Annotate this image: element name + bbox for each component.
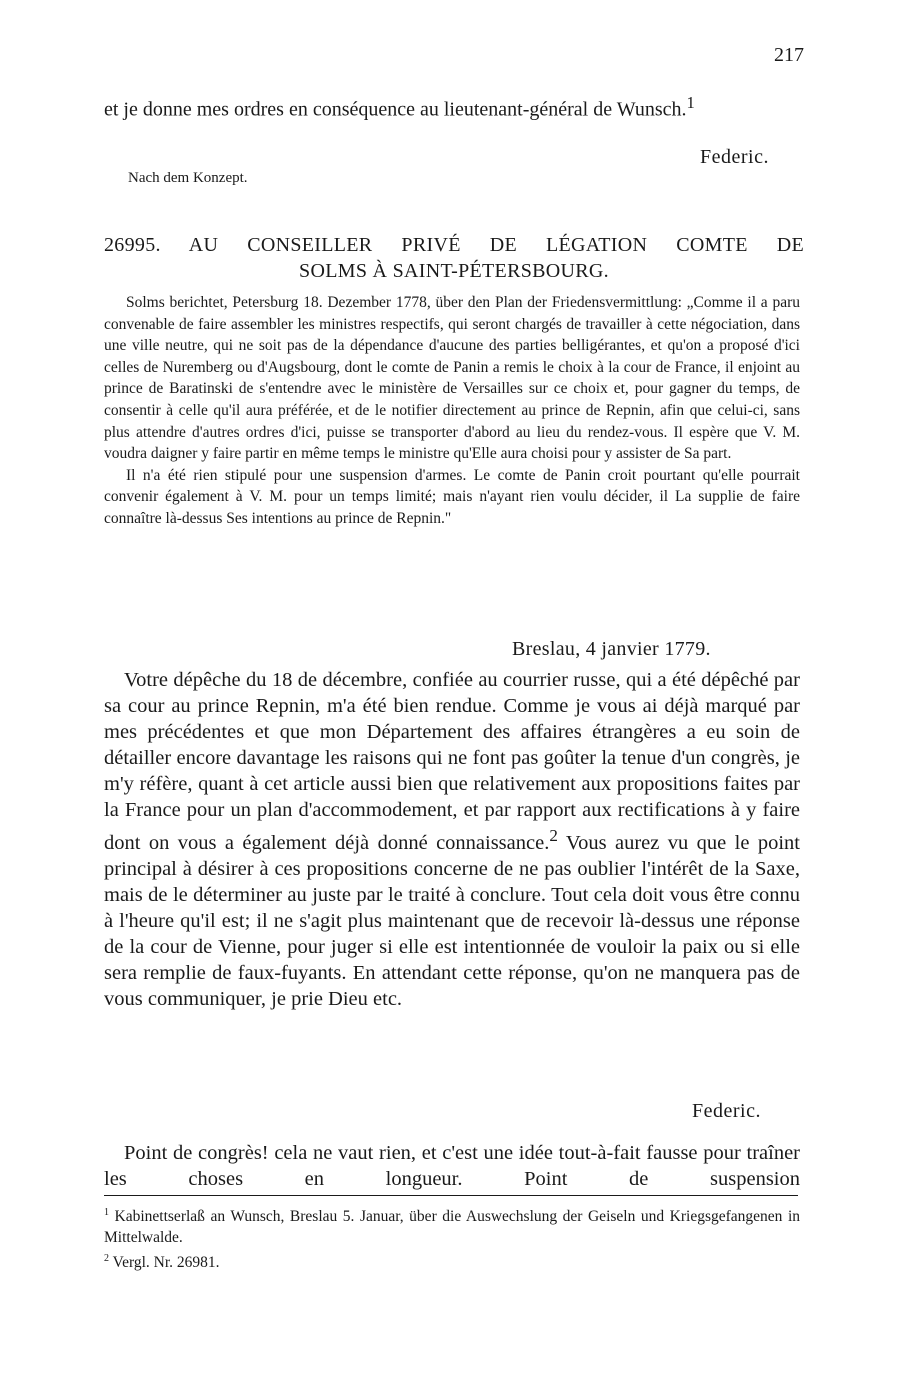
footnote-1-text: Kabinettserlaß an Wunsch, Breslau 5. Januar, über die Auswechslung der Geiseln und Kriegsgefangenen in Mittelwalde. — [104, 1208, 800, 1247]
footnote-ref-1: 1 — [686, 93, 695, 112]
footnote-2-mark: 2 — [104, 1253, 109, 1265]
footnote-separator — [104, 1195, 798, 1196]
letter-paragraph — [104, 668, 800, 1013]
footnote-ref-2: 2 — [549, 826, 558, 846]
letter-body-part2: Vous aurez vu que le point principal à désirer à ces propositions concerne de ne pas oublier l'intérêt de la Saxe, mais de le déterminer au juste par le traité à conclure. Tout cela doit vous être connu à l'heure qu'il est; il ne s'agit plus maintenant que de recevoir là-dessus une réponse de la cour de Vienne, pour juger si elle est intentionnée de vouloir la paix ou si elle sera remplie de faux-fuyants. En attendant cette réponse, qu'on ne manquera pas de vous communiquer, je prie Dieu etc. — [104, 832, 800, 1010]
letter-body — [104, 668, 800, 1013]
page-number: 217 — [774, 44, 804, 66]
footnote-1 — [104, 1202, 800, 1248]
letter-heading — [104, 232, 804, 284]
letter-number: 26995. — [104, 234, 161, 256]
letter-heading-line2: SOLMS À SAINT-PÉTERSBOURG. — [299, 260, 609, 282]
footnotes — [104, 1202, 800, 1273]
postscript-text: Point de congrès! cela ne vaut rien, et c'est une idée tout-à-fait fausse pour traîner les choses en longueur. Point de suspension — [104, 1142, 800, 1190]
footnote-2 — [104, 1248, 800, 1273]
footnote-2-text: Vergl. Nr. 26981. — [109, 1254, 220, 1272]
previous-signature: Federic. — [700, 146, 769, 168]
previous-letter-closing — [104, 90, 804, 123]
letter-body-part1: Votre dépêche du 18 de décembre, confiée au courrier russe, qui a été dépêché par sa cour au prince Repnin, m'a été bien rendue. Comme je vous ai déjà marqué par mes précédentes et que mon Département des affaires étrangères a eu soin de détailler encore davantage les raisons qui ne font pas goûter la tenue d'un congrès, je m'y réfère, quant à cet article aussi bien que relativement aux propositions faites par la France pour un plan d'accommodement, et par rapport aux rectifications à y faire dont on vous a également déjà donné connaissance. — [104, 669, 800, 855]
summary-paragraph-2: Il n'a été rien stipulé pour une suspension d'armes. Le comte de Panin croit pourtant qu'elle pourrait convenir également à V. M. pour un temps limité; mais n'ayant rien voulu décider, il La supplie de faire connaître là-dessus Ses intentions au prince de Repnin." — [104, 466, 800, 527]
postscript — [104, 1140, 800, 1192]
letter-signature: Federic. — [692, 1100, 761, 1122]
heading-text-1: AU CONSEILLER PRIVÉ DE LÉGATION COMTE DE — [188, 234, 804, 256]
source-note: Nach dem Konzept. — [128, 170, 248, 186]
summary-paragraph-1: Solms berichtet, Petersburg 18. Dezember 1778, über den Plan der Friedensvermittlung: „Comme il a paru convenable de faire assembler les ministres respectifs, qui seront chargés de travailler à cette négociation, dans une ville neutre, qui ne soit pas de la dépendance d'aucune des parties belligérantes, et qu'on a proposé d'ici celles de Nuremberg ou d'Augsbourg, dont le comte de Panin a remis le choix à la cour de France, il enjoint au prince de Baratinski de s'entendre avec le ministère de Versailles sur ce choix et, pour gagner du temps, de consentir à celle qu'il aura préférée, et de le notifier directement au prince de Repnin, afin que celui-ci, sans plus attendre d'autres ordres d'ici, puisse se transporter d'abord au lieu du rendez-vous. Il espère que V. M. voudra daigner y faire partir en même temps le ministre qu'Elle aura choisi pour y assister de Sa part. — [104, 294, 800, 463]
letter-heading-line1 — [104, 232, 804, 258]
dateline: Breslau, 4 janvier 1779. — [512, 638, 711, 660]
footnote-1-mark: 1 — [104, 1207, 109, 1218]
report-summary — [104, 292, 800, 530]
previous-letter-text: et je donne mes ordres en conséquence au lieutenant-général de Wunsch. — [104, 98, 687, 121]
